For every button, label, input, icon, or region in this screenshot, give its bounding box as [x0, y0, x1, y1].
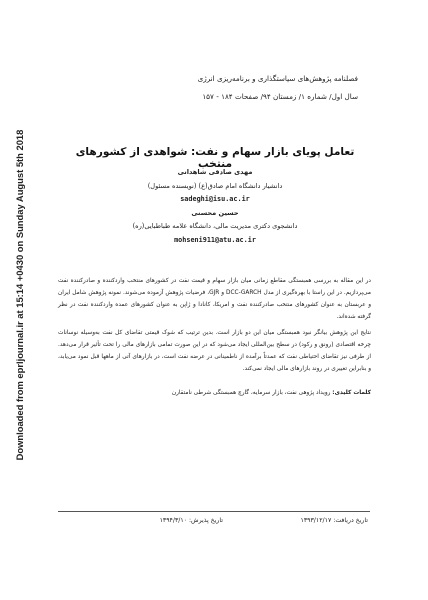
author-1-name: مهدی صادقی شاهدانی: [177, 168, 253, 176]
keywords-label: کلمات کلیدی:: [332, 390, 371, 396]
download-watermark: Downloaded from eprljournal.ir at 15:14 +0430 on Sunday August 5th 2018: [14, 129, 25, 461]
author-2-name: حسین محسنی: [191, 209, 239, 217]
abstract-paragraph-2: نتایج این پژوهش بیانگر نبود همبستگی میان این دو بازار است. بدین ترتیب که شوک قیمتی تقاضای کل نفت به‌وسیله نوسانات چرخه اقتصادی (رونق و رکود) در سطح بین‌المللی ایجاد می‌شود که در این صورت تمامی بازارهای مالی را تحت تأثیر قرار می‌دهد. از طرفی نیز تقاضای احتیاطی نفت که عمدتاً برآمده از ناطمینانی در عرضه نفت است، در بازارهای آتی از ماهها قبل نمود می‌یابد، و بنابراین تغییری در روند بازارهای مالی ایجاد نمی‌کند.: [58, 330, 371, 372]
author-1-affiliation: دانشیار دانشگاه امام صادق(ع) (نویسنده مسئول): [147, 182, 283, 190]
footnote-divider: [58, 511, 370, 512]
journal-name: فصلنامه پژوهش‌های سیاستگذاری و برنامه‌ریزی انرژی: [197, 74, 358, 83]
keywords-text: رویداد پژوهی نفت، بازار سرمایه، گارچ همبستگی شرطی نامتقارن: [171, 390, 331, 396]
author-2-email: mohseni911@atu.ac.ir: [174, 236, 256, 244]
accepted-date: تاریخ پذیرش: ۱۳۹۴/۳/۱۰: [159, 517, 223, 524]
journal-issue: سال اول/ شماره ۱/ زمستان ۹۴/ صفحات ۱۸۴ - ۱۵۷: [202, 92, 358, 101]
abstract-paragraph-1: در این مقاله به بررسی همبستگی مقاطع زمانی میان بازار سهام و قیمت نفت در کشورهای منتخب واردکننده و صادرکننده نفت می‌پردازیم. در این راستا با بهره‌گیری از مدل DCC-GARCH و GJR، فرضیات پژوهش آزموده می‌شوند. نمونه پژوهش شامل ایران و عربستان به عنوان کشورهای منتخب صادرکننده نفت و امریکا، کانادا و ژاپن به عنوان کشورهای عمده واردکننده نفت در نظر گرفته شده‌اند.: [58, 278, 371, 320]
author-2-affiliation: دانشجوی دکتری مدیریت مالی، دانشگاه علامه طباطبایی(ره): [132, 222, 298, 230]
paper-title: تعامل پویای بازار سهام و نفت: شواهدی از کشورهای منتخب: [75, 146, 355, 170]
keywords-line: [58, 388, 371, 400]
received-date: تاریخ دریافت: ۱۳۹۳/۱۲/۱۷: [300, 517, 368, 524]
author-1-email: sadeghi@isu.ac.ir: [180, 195, 250, 203]
